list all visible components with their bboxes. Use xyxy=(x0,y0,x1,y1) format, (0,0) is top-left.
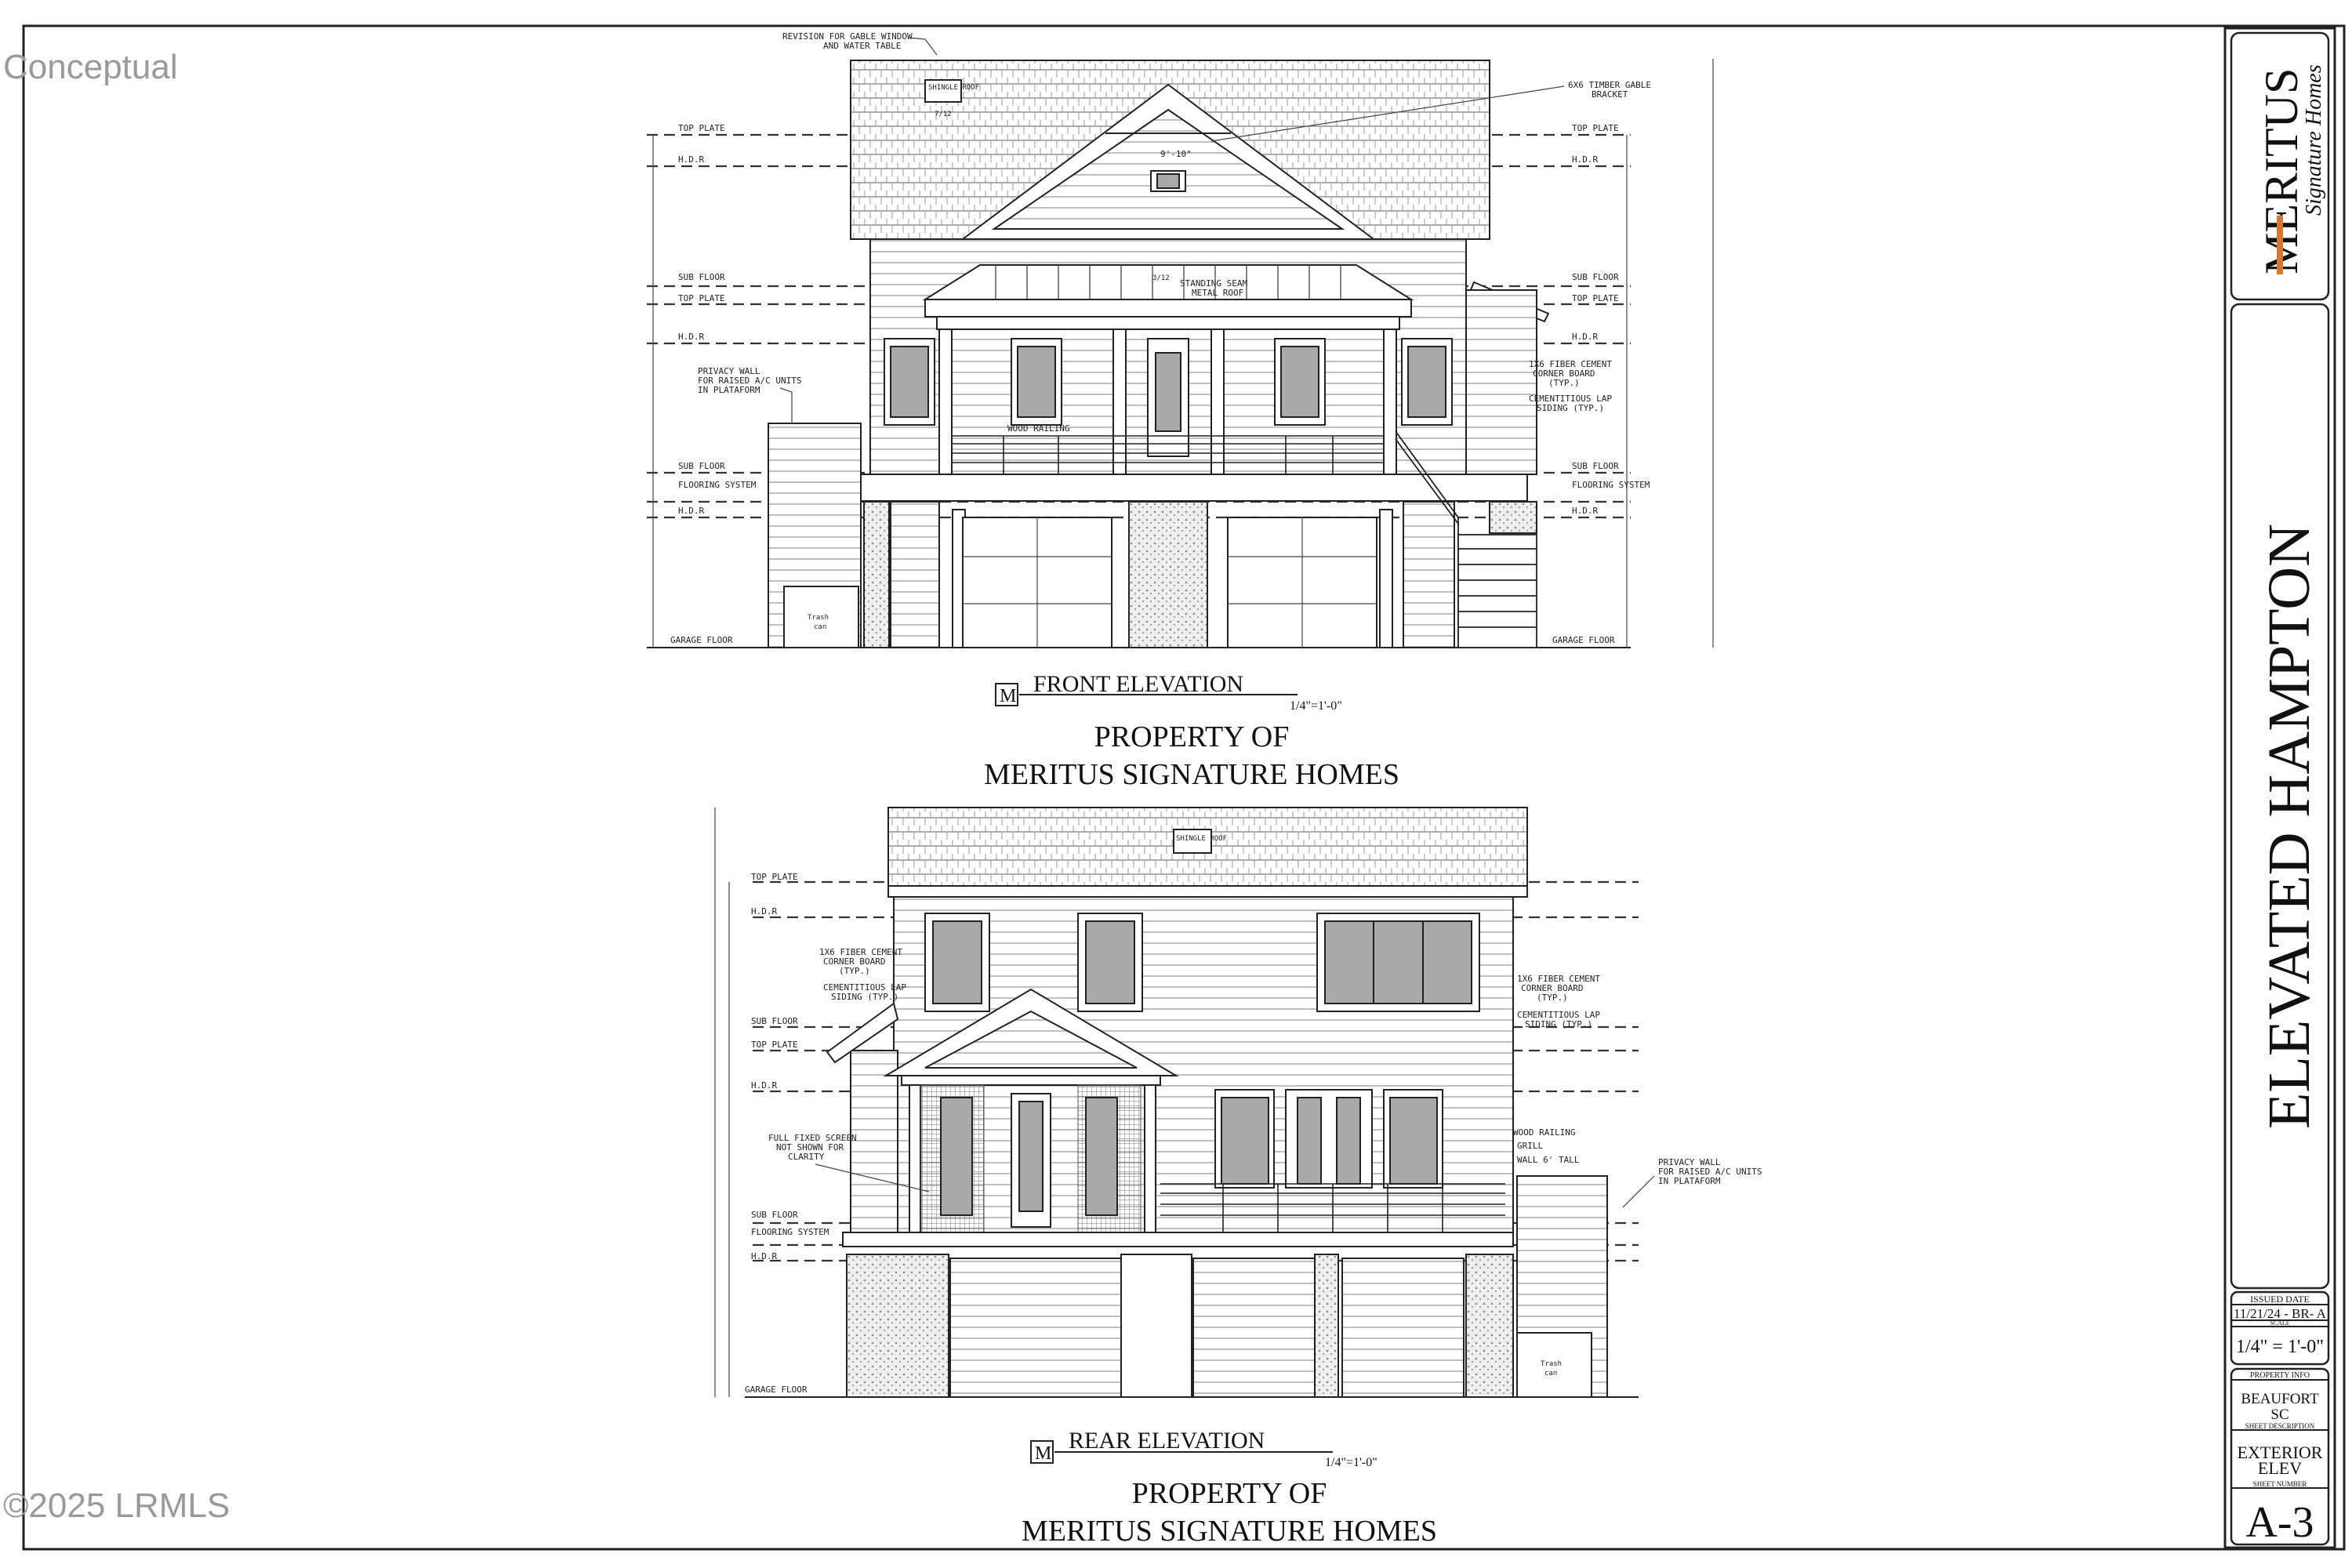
svg-text:6X6 TIMBER GABLE: 6X6 TIMBER GABLE xyxy=(1568,80,1651,90)
svg-text:H.D.R: H.D.R xyxy=(751,906,778,916)
svg-text:TOP PLATE: TOP PLATE xyxy=(1572,123,1619,133)
svg-text:SIDING (TYP.): SIDING (TYP.) xyxy=(831,992,899,1002)
rear-property-line2: MERITUS SIGNATURE HOMES xyxy=(1022,1515,1437,1548)
svg-text:1X6 FIBER CEMENT: 1X6 FIBER CEMENT xyxy=(1517,974,1600,984)
sheet-description-1: EXTERIOR xyxy=(2237,1443,2323,1462)
svg-text:SHINGLE ROOF: SHINGLE ROOF xyxy=(1176,835,1228,843)
rear-property-line1: PROPERTY OF xyxy=(1131,1477,1327,1510)
porch-floor-band xyxy=(861,474,1527,501)
front-property-line1: PROPERTY OF xyxy=(1094,720,1290,753)
svg-text:METAL ROOF: METAL ROOF xyxy=(1192,288,1244,298)
sheet-description-label: SHEET DESCRIPTION xyxy=(2245,1422,2315,1430)
svg-text:can: can xyxy=(1544,1370,1558,1377)
svg-text:AND WATER TABLE: AND WATER TABLE xyxy=(823,41,902,51)
rear-porch-door xyxy=(1019,1102,1043,1211)
svg-text:H.D.R: H.D.R xyxy=(678,332,705,342)
svg-text:H.D.R: H.D.R xyxy=(678,154,705,165)
svg-text:FLOORING SYSTEM: FLOORING SYSTEM xyxy=(751,1227,829,1237)
svg-text:SUB FLOOR: SUB FLOOR xyxy=(751,1016,798,1026)
svg-text:SUB FLOOR: SUB FLOOR xyxy=(751,1210,798,1220)
svg-text:GARAGE FLOOR: GARAGE FLOOR xyxy=(1552,635,1615,645)
front-elevation xyxy=(647,31,1713,791)
sheet-description-2: ELEV xyxy=(2257,1458,2303,1478)
svg-text:NOT SHOWN FOR: NOT SHOWN FOR xyxy=(776,1142,844,1152)
porch-metal-roof xyxy=(925,265,1411,299)
svg-text:CEMENTITIOUS LAP: CEMENTITIOUS LAP xyxy=(1529,394,1612,404)
gable-window xyxy=(1157,174,1179,188)
svg-text:WOOD RAILING: WOOD RAILING xyxy=(1007,423,1070,434)
rear-garage-door-right xyxy=(1342,1258,1464,1397)
svg-text:H.D.R: H.D.R xyxy=(1572,506,1599,516)
front-elevation-scale: 1/4"=1'-0" xyxy=(1290,699,1342,713)
svg-text:9'-10": 9'-10" xyxy=(1160,149,1192,159)
svg-text:FOR RAISED A/C UNITS: FOR RAISED A/C UNITS xyxy=(1658,1167,1762,1177)
svg-text:(TYP.): (TYP.) xyxy=(1537,993,1568,1003)
svg-text:H.D.R: H.D.R xyxy=(751,1251,778,1261)
svg-text:GARAGE FLOOR: GARAGE FLOOR xyxy=(745,1385,808,1395)
svg-text:PRIVACY WALL: PRIVACY WALL xyxy=(698,366,760,376)
svg-text:SHINGLE ROOF: SHINGLE ROOF xyxy=(928,84,980,92)
copyright-watermark: ©2025 LRMLS xyxy=(3,1486,230,1525)
svg-text:PRIVACY WALL: PRIVACY WALL xyxy=(1658,1157,1721,1167)
svg-text:TOP PLATE: TOP PLATE xyxy=(678,123,725,133)
svg-text:REVISION FOR GABLE WINDOW: REVISION FOR GABLE WINDOW xyxy=(782,31,913,42)
svg-text:GARAGE FLOOR: GARAGE FLOOR xyxy=(670,635,733,645)
front-elevation-label: FRONT ELEVATION xyxy=(1033,671,1244,697)
svg-text:CLARITY: CLARITY xyxy=(788,1152,825,1162)
svg-text:SUB FLOOR: SUB FLOOR xyxy=(1572,461,1619,471)
svg-text:FOR RAISED A/C UNITS: FOR RAISED A/C UNITS xyxy=(698,376,802,386)
svg-text:TOP PLATE: TOP PLATE xyxy=(751,1040,798,1050)
svg-text:SIDING (TYP.): SIDING (TYP.) xyxy=(1537,403,1605,413)
svg-text:FULL FIXED SCREEN: FULL FIXED SCREEN xyxy=(768,1133,857,1143)
svg-text:Trash: Trash xyxy=(808,614,829,622)
property-city: BEAUFORT xyxy=(2241,1391,2319,1407)
svg-text:WALL 6' TALL: WALL 6' TALL xyxy=(1517,1155,1580,1165)
svg-text:Signature Homes: Signature Homes xyxy=(2302,64,2326,216)
svg-text:7/12: 7/12 xyxy=(935,111,952,118)
front-property-line2: MERITUS SIGNATURE HOMES xyxy=(984,758,1399,791)
svg-text:CORNER BOARD: CORNER BOARD xyxy=(1521,983,1584,993)
svg-text:CORNER BOARD: CORNER BOARD xyxy=(823,956,886,967)
rear-garage-door-center xyxy=(1193,1258,1315,1397)
property-state: SC xyxy=(2270,1406,2289,1423)
svg-text:IN PLATAFORM: IN PLATAFORM xyxy=(1658,1176,1721,1186)
svg-text:1X6 FIBER CEMENT: 1X6 FIBER CEMENT xyxy=(1529,359,1612,369)
svg-text:BRACKET: BRACKET xyxy=(1592,89,1628,100)
svg-text:IN PLATAFORM: IN PLATAFORM xyxy=(698,385,760,395)
svg-text:FLOORING SYSTEM: FLOORING SYSTEM xyxy=(678,480,757,490)
rear-french-doors xyxy=(1337,1098,1360,1184)
property-info-label: PROPERTY INFO xyxy=(2250,1371,2310,1380)
svg-text:H.D.R: H.D.R xyxy=(678,506,705,516)
svg-text:CEMENTITIOUS LAP: CEMENTITIOUS LAP xyxy=(1517,1010,1600,1020)
rear-elevation-label: REAR ELEVATION xyxy=(1069,1428,1265,1454)
svg-text:GRILL: GRILL xyxy=(1517,1141,1544,1151)
scale-label: SCALE xyxy=(2270,1319,2290,1327)
svg-text:STANDING SEAM: STANDING SEAM xyxy=(1180,278,1248,289)
svg-text:(TYP.): (TYP.) xyxy=(1548,378,1580,388)
svg-text:MERITUS: MERITUS xyxy=(2256,67,2307,274)
issued-date-label: ISSUED DATE xyxy=(2250,1294,2310,1305)
svg-text:TOP PLATE: TOP PLATE xyxy=(678,293,725,303)
svg-text:TOP PLATE: TOP PLATE xyxy=(751,872,798,882)
title-block xyxy=(2225,28,2335,1548)
sheet-number: A-3 xyxy=(2245,1498,2314,1547)
svg-text:CORNER BOARD: CORNER BOARD xyxy=(1533,368,1595,379)
svg-text:M: M xyxy=(1035,1443,1052,1464)
svg-text:WOOD RAILING: WOOD RAILING xyxy=(1513,1127,1576,1138)
issued-date: 11/21/24 - BR- A xyxy=(2234,1306,2326,1321)
front-door xyxy=(1156,353,1181,431)
svg-text:SUB FLOOR: SUB FLOOR xyxy=(678,461,725,471)
svg-text:Trash: Trash xyxy=(1541,1360,1563,1368)
sheet-scale: 1/4" = 1'-0" xyxy=(2235,1337,2325,1357)
project-title: ELEVATED HAMPTON xyxy=(2256,524,2322,1129)
rear-garage-door-left xyxy=(950,1258,1121,1397)
svg-text:3/12: 3/12 xyxy=(1152,274,1170,282)
svg-text:SUB FLOOR: SUB FLOOR xyxy=(678,272,725,282)
svg-text:can: can xyxy=(814,623,827,631)
svg-text:TOP PLATE: TOP PLATE xyxy=(1572,293,1619,303)
sheet-number-label: SHEET NUMBER xyxy=(2252,1480,2307,1488)
svg-text:SIDING (TYP.): SIDING (TYP.) xyxy=(1525,1019,1593,1029)
svg-text:CEMENTITIOUS LAP: CEMENTITIOUS LAP xyxy=(823,982,906,993)
svg-text:1X6 FIBER CEMENT: 1X6 FIBER CEMENT xyxy=(819,947,902,957)
svg-text:H.D.R: H.D.R xyxy=(1572,332,1599,342)
svg-text:H.D.R: H.D.R xyxy=(751,1080,778,1091)
svg-text:(TYP.): (TYP.) xyxy=(839,966,870,976)
svg-text:H.D.R: H.D.R xyxy=(1572,154,1599,165)
svg-text:M: M xyxy=(1000,686,1017,706)
rear-elevation-scale: 1/4"=1'-0" xyxy=(1325,1456,1377,1469)
svg-text:FLOORING SYSTEM: FLOORING SYSTEM xyxy=(1572,480,1650,490)
rear-elevation xyxy=(715,808,1762,1548)
front-elevation-title xyxy=(984,671,1399,791)
svg-text:SUB FLOOR: SUB FLOOR xyxy=(1572,272,1619,282)
conceptual-watermark: Conceptual xyxy=(3,48,178,86)
rear-elevation-title xyxy=(1022,1428,1437,1548)
